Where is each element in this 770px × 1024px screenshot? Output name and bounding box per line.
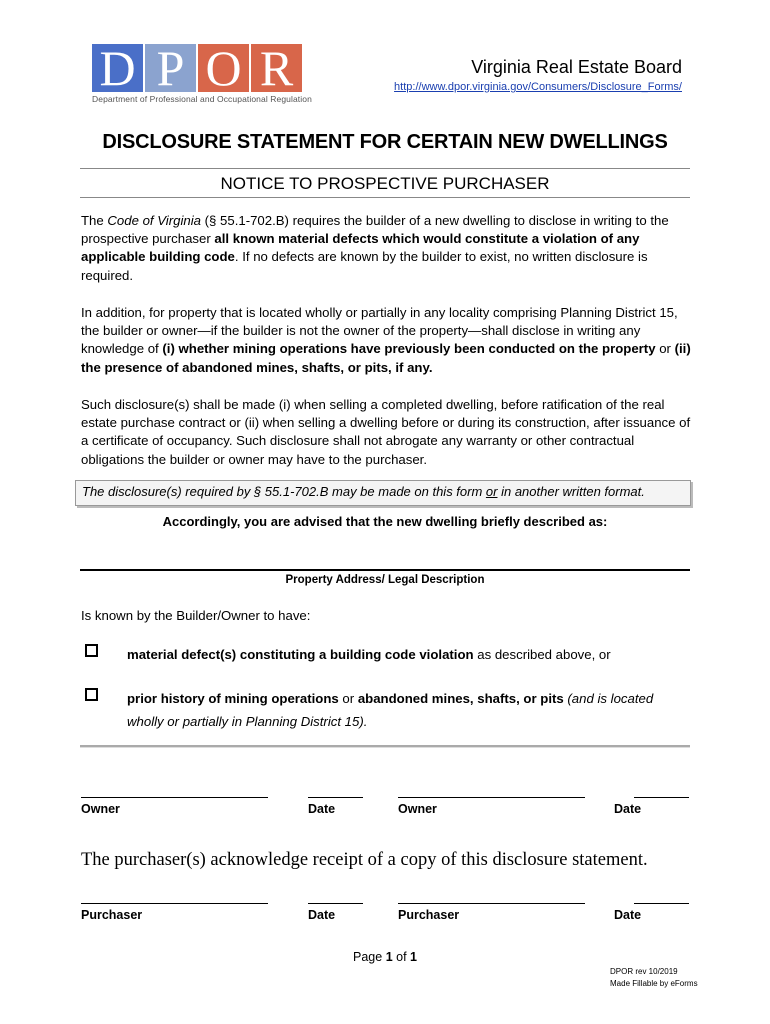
purchaser-label-2: Purchaser	[398, 908, 460, 922]
revision-date: DPOR rev 10/2019	[610, 967, 678, 976]
logo-letter-p: P	[145, 44, 196, 92]
owner-signature-line-1[interactable]	[81, 797, 268, 798]
dpor-logo	[92, 44, 312, 108]
property-address-field[interactable]	[80, 569, 690, 571]
acknowledgement-statement: The purchaser(s) acknowledge receipt of a copy of this disclosure statement.	[81, 850, 648, 870]
owner-signature-line-2[interactable]	[398, 797, 585, 798]
logo-caption: Department of Professional and Occupational Regulation	[92, 94, 312, 104]
property-address-label: Property Address/ Legal Description	[285, 574, 485, 586]
option-mining-history: prior history of mining operations or abandoned mines, shafts, or pits (and is located wholly or partially in Planning District 15).	[127, 691, 654, 729]
advised-statement: Accordingly, you are advised that the new dwelling briefly described as:	[162, 514, 608, 529]
revision-footer	[610, 966, 698, 990]
purchaser-signature-line-1[interactable]	[81, 903, 268, 904]
owner-label-2: Owner	[398, 802, 437, 816]
option-building-code-violation: material defect(s) constituting a building code violation as described above, or	[127, 647, 611, 662]
logo-letter-o: O	[198, 44, 249, 92]
title-divider	[80, 168, 690, 169]
paragraph-timing: Such disclosure(s) shall be made (i) when selling a completed dwelling, before ratification of the real estate purchase contract or (ii) when selling a dwelling before or during its construction, after issuance of a certificate of occupancy. Such disclosure shall not abrogate any warranty or other contractual obligations the builder or owner may have to the purchaser.	[81, 397, 691, 467]
purchaser-date-line-1[interactable]	[308, 903, 363, 904]
defect-checkbox[interactable]	[85, 644, 98, 657]
date-label-4: Date	[614, 908, 642, 922]
purchaser-signature-line-2[interactable]	[398, 903, 585, 904]
logo-letter-r: R	[251, 44, 302, 92]
owner-label-1: Owner	[81, 802, 120, 816]
board-url-link[interactable]: http://www.dpor.virginia.gov/Consumers/Disclosure_Forms/	[394, 81, 682, 93]
section-divider	[80, 745, 690, 748]
paragraph-planning-district: In addition, for property that is located wholly or partially in any locality comprising Planning District 15, the builder or owner—if the builder is not the owner of the property—shall disclose in writing any knowledge of (i) whether mining operations have previously been conducted on the property or (ii) the presence of abandoned mines, shafts, or pits, if any.	[81, 305, 691, 375]
date-label-1: Date	[308, 802, 336, 816]
paragraph-code-requirement: The Code of Virginia (§ 55.1-702.B) requires the builder of a new dwelling to disclose in writing to the prospective purchaser all known material defects which would constitute a violation of any applicable building code. If no defects are known by the builder to exist, no written disclosure is required.	[81, 213, 669, 283]
owner-date-line-2[interactable]	[634, 797, 689, 798]
known-by-statement: Is known by the Builder/Owner to have:	[81, 608, 311, 623]
document-title: DISCLOSURE STATEMENT FOR CERTAIN NEW DWELLINGS	[102, 131, 668, 153]
date-label-2: Date	[614, 802, 642, 816]
owner-date-line-1[interactable]	[308, 797, 363, 798]
logo-letter-d: D	[92, 44, 143, 92]
disclosure-format-note: The disclosure(s) required by § 55.1-702.B may be made on this form or in another written format.	[75, 480, 691, 506]
purchaser-label-1: Purchaser	[81, 908, 143, 922]
notice-divider	[80, 197, 690, 198]
board-title: Virginia Real Estate Board	[471, 57, 682, 77]
fillable-credit: Made Fillable by eForms	[610, 979, 698, 988]
date-label-3: Date	[308, 908, 336, 922]
purchaser-date-line-2[interactable]	[634, 903, 689, 904]
mining-checkbox[interactable]	[85, 688, 98, 701]
page-number: Page 1 of 1	[353, 950, 417, 964]
notice-heading: NOTICE TO PROSPECTIVE PURCHASER	[220, 174, 550, 193]
